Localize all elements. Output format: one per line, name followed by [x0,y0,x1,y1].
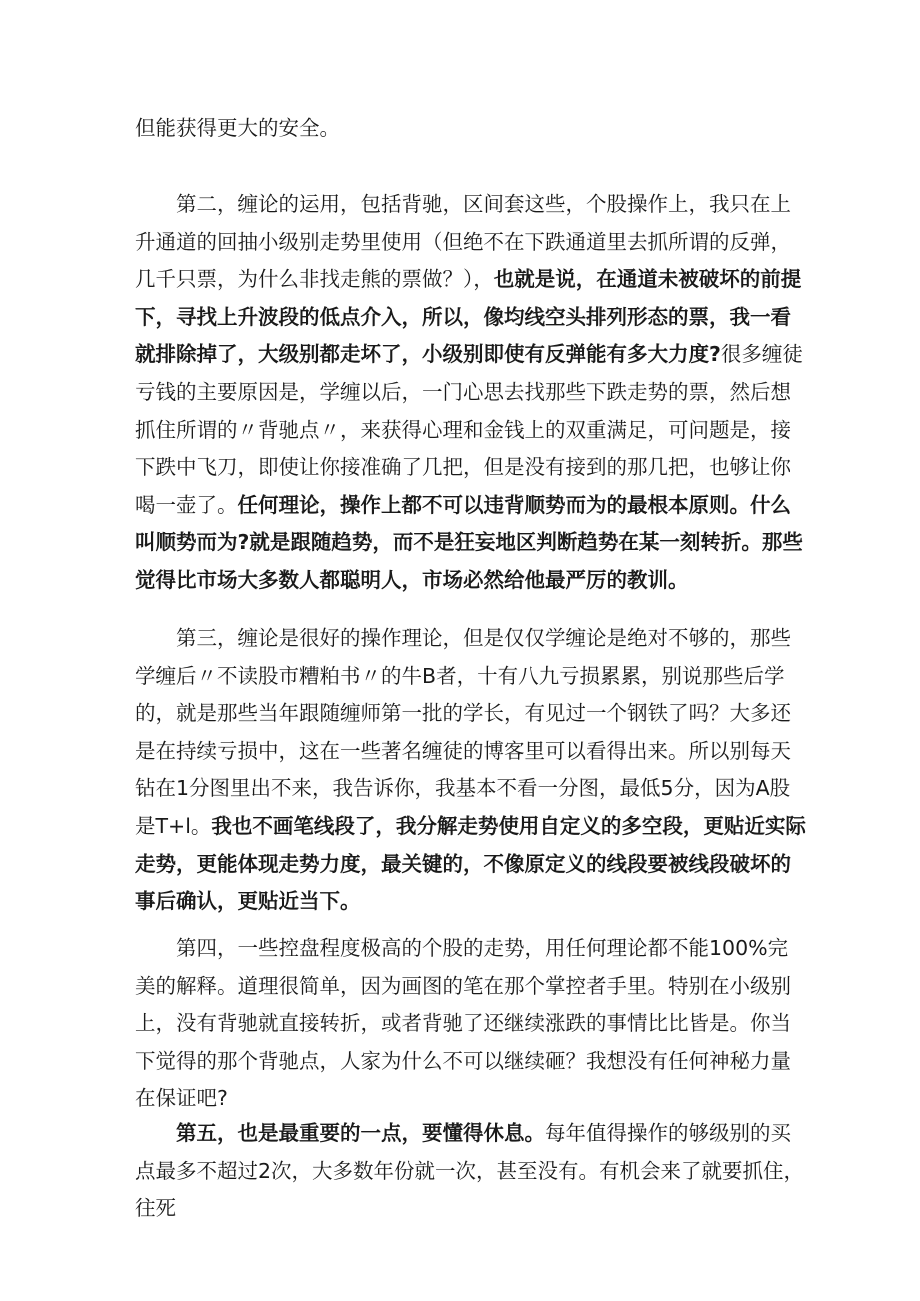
paragraph-bold-text: 我也不画笔线段了，我分解走势使用自定义的多空段，更贴近实际走势，更能体现走势力度，最关键的，不像原定义的线段要被线段破坏的事后确认，更贴近当下。 [135,813,806,914]
paragraph-text: 每年值得操作的够级别的买点最多不超过2次，大多数年份就一次，甚至没有。有机会来了就要抓住，往死 [135,1121,805,1221]
paragraph-text: 但能获得更大的安全。 [135,116,340,140]
paragraph-bold-text: 也就是说，在通道未被破坏的前提下，寻找上升波段的低点介入，所以，像均线空头排列形态的票，我一看就排除掉了，大级别都走坏了，小级别即使有反弹能有多大力度? [135,267,802,367]
paragraph-text: 很多缠徒亏钱的主要原因是，学缠以后，一门心思去找那些下跌走势的票，然后想抓住所谓的〃背驰点〃，来获得心理和金钱上的双重满足，可问题是，接下跌中飞刀，即使让你接准确了几把，但是没有接到的那几把，也够让你喝一壶了。 [135,342,803,517]
paragraph-second [135,186,807,600]
paragraph-text: 第二，缠论的运用，包括背驰，区间套这些，个股操作上，我只在上升通道的回抽小级别走势里使用（但绝不在下跌通道里去抓所谓的反弹，几千只票，为什么非找走熊的票做？）， [135,192,791,292]
paragraph-third [135,620,807,921]
paragraph-text: 第三，缠论是很好的操作理论，但是仅仅学缠论是绝对不够的，那些学缠后〃不读股市糟粕书〃的牛B者，十有八九亏损累累，别说那些后学的，就是那些当年跟随缠师第一批的学长，有见过一个钢铁了吗？大多还是在持续亏损中，这在一些著名缠徒的博客里可以看得出来。所以别每天钻在1分图里出不来，我告诉你，我基本不看一分图，最低5分，因为A股是T+l。 [135,626,791,838]
paragraph-bold-text: 第五，也是最重要的一点，要懂得休息。 [176,1121,545,1145]
paragraph-continuation [135,110,807,148]
paragraph-fourth [135,930,807,1118]
paragraph-bold-text: 任何理论，操作上都不可以违背顺势而为的最根本原则。什么叫顺势而为?就是跟随趋势，而不是狂妄地区判断趋势在某一刻转折。那些觉得比市场大多数人都聪明人，市场必然给他最严厉的教训。 [135,492,803,592]
paragraph-text: 第四，一些控盘程度极高的个股的走势，用任何理论都不能100%完美的解释。道理很简单，因为画图的笔在那个掌控者手里。特别在小级别上，没有背驰就直接转折，或者背驰了还继续涨跌的事情比比皆是。你当下觉得的那个背驰点，人家为什么不可以继续砸？我想没有任何神秘力量在保证吧? [135,936,791,1111]
paragraph-fifth [135,1115,807,1228]
